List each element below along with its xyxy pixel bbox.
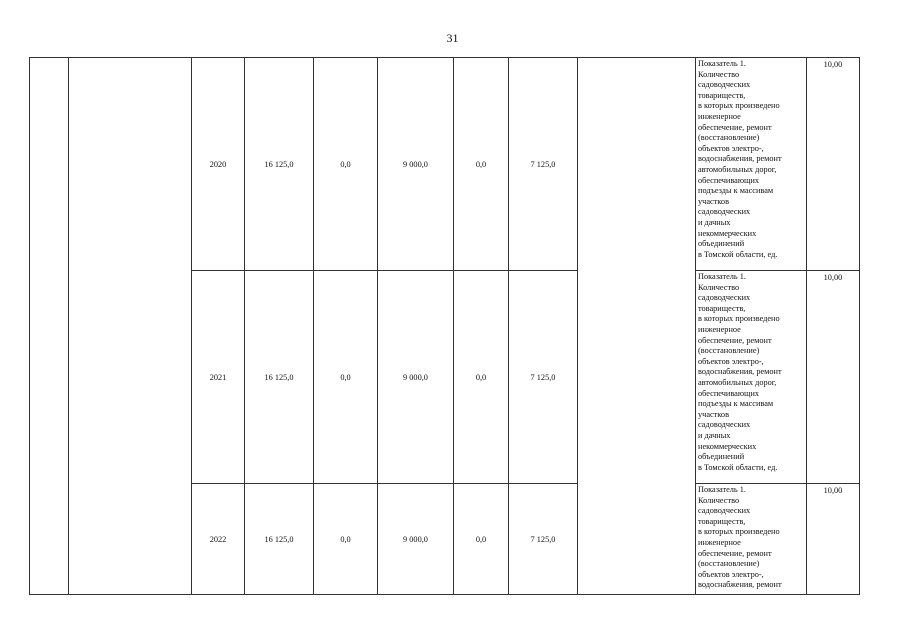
indicator-text-line: садоводческих — [698, 293, 751, 303]
name-cell — [69, 58, 192, 595]
indicator-text-line: садоводческих — [698, 80, 751, 90]
indicator-text-line: (восстановление) — [698, 346, 760, 356]
local-cell: 0,0 — [454, 271, 509, 484]
year-cell: 2022 — [192, 484, 245, 595]
indicator-text-line: Показатель 1. — [698, 485, 747, 494]
indicator-text-line: обеспечение, ремонт — [698, 335, 772, 345]
indicator-text-line: товариществ, — [698, 90, 746, 100]
indicator-value-cell: 10,00 — [807, 484, 860, 595]
extra-cell: 7 125,0 — [509, 271, 578, 484]
indicator-text-line: в которых произведено — [698, 101, 780, 111]
extra-cell: 7 125,0 — [509, 484, 578, 595]
indicator-text-line: автомобильных дорог, — [698, 377, 777, 387]
total-cell: 16 125,0 — [245, 58, 314, 271]
indicator-text-line: подъезды к массивам — [698, 186, 774, 196]
indicator-text-line: (восстановление) — [698, 133, 760, 143]
federal-cell: 0,0 — [314, 484, 378, 595]
indicator-text-line: в которых произведено — [698, 527, 780, 537]
indicator-value-cell: 10,00 — [807, 271, 860, 484]
indicator-value-cell: 10,00 — [807, 58, 860, 271]
indicator-text-line: садоводческих — [698, 506, 751, 516]
indicator-text-line: товариществ, — [698, 516, 746, 526]
indicator-text-line: и дачных — [698, 430, 731, 440]
indicator-text-line: подъезды к массивам — [698, 399, 774, 409]
local-cell: 0,0 — [454, 58, 509, 271]
regional-cell: 9 000,0 — [378, 484, 454, 595]
indicator-cell — [696, 58, 807, 271]
total-cell: 16 125,0 — [245, 484, 314, 595]
indicator-text-line: садоводческих — [698, 207, 751, 217]
indicator-text-line: объектов электро-, — [698, 356, 764, 366]
executor-cell — [578, 58, 696, 595]
extra-cell: 7 125,0 — [509, 58, 578, 271]
program-table — [29, 57, 860, 595]
indicator-text-line: участков — [698, 196, 729, 206]
indicator-cell — [696, 271, 807, 484]
indicator-text-line: инженерное — [698, 324, 741, 334]
table-row — [30, 58, 860, 271]
indicator-text-line: водоснабжения, ремонт — [698, 580, 782, 590]
year-cell: 2021 — [192, 271, 245, 484]
indicator-text-line: обеспечивающих — [698, 388, 760, 398]
indicator-text-line: товариществ, — [698, 303, 746, 313]
indicator-text-line: объединений — [698, 239, 745, 249]
indicator-text-line: участков — [698, 409, 729, 419]
indicator-text-line: Показатель 1. — [698, 59, 747, 68]
indicator-text-line: инженерное — [698, 537, 741, 547]
indicator-text-line: инженерное — [698, 111, 741, 121]
number-cell — [30, 58, 69, 595]
indicator-text-line: Количество — [698, 282, 740, 292]
total-cell: 16 125,0 — [245, 271, 314, 484]
indicator-text-line: садоводческих — [698, 420, 751, 430]
federal-cell: 0,0 — [314, 58, 378, 271]
indicator-text-line: водоснабжения, ремонт — [698, 367, 782, 377]
indicator-text-line: объединений — [698, 452, 745, 462]
indicator-cell — [696, 484, 807, 595]
indicator-text-line: некоммерческих — [698, 228, 757, 238]
indicator-text-line: объектов электро-, — [698, 143, 764, 153]
indicator-text-line: (восстановление) — [698, 559, 760, 569]
local-cell: 0,0 — [454, 484, 509, 595]
indicator-text-line: обеспечивающих — [698, 175, 760, 185]
federal-cell: 0,0 — [314, 271, 378, 484]
indicator-text-line: в Томской области, ед. — [698, 462, 778, 472]
indicator-text-line: в которых произведено — [698, 314, 780, 324]
indicator-text-line: обеспечение, ремонт — [698, 548, 772, 558]
page-number: 31 — [446, 31, 459, 45]
year-cell: 2020 — [192, 58, 245, 271]
indicator-text-line: Показатель 1. — [698, 272, 747, 281]
indicator-text-line: автомобильных дорог, — [698, 164, 777, 174]
indicator-text-line: некоммерческих — [698, 441, 757, 451]
indicator-text-line: объектов электро-, — [698, 569, 764, 579]
indicator-text-line: водоснабжения, ремонт — [698, 154, 782, 164]
indicator-text-line: в Томской области, ед. — [698, 249, 778, 259]
regional-cell: 9 000,0 — [378, 58, 454, 271]
indicator-text-line: и дачных — [698, 217, 731, 227]
indicator-text-line: обеспечение, ремонт — [698, 122, 772, 132]
indicator-text-line: Количество — [698, 495, 740, 505]
indicator-text-line: Количество — [698, 69, 740, 79]
regional-cell: 9 000,0 — [378, 271, 454, 484]
